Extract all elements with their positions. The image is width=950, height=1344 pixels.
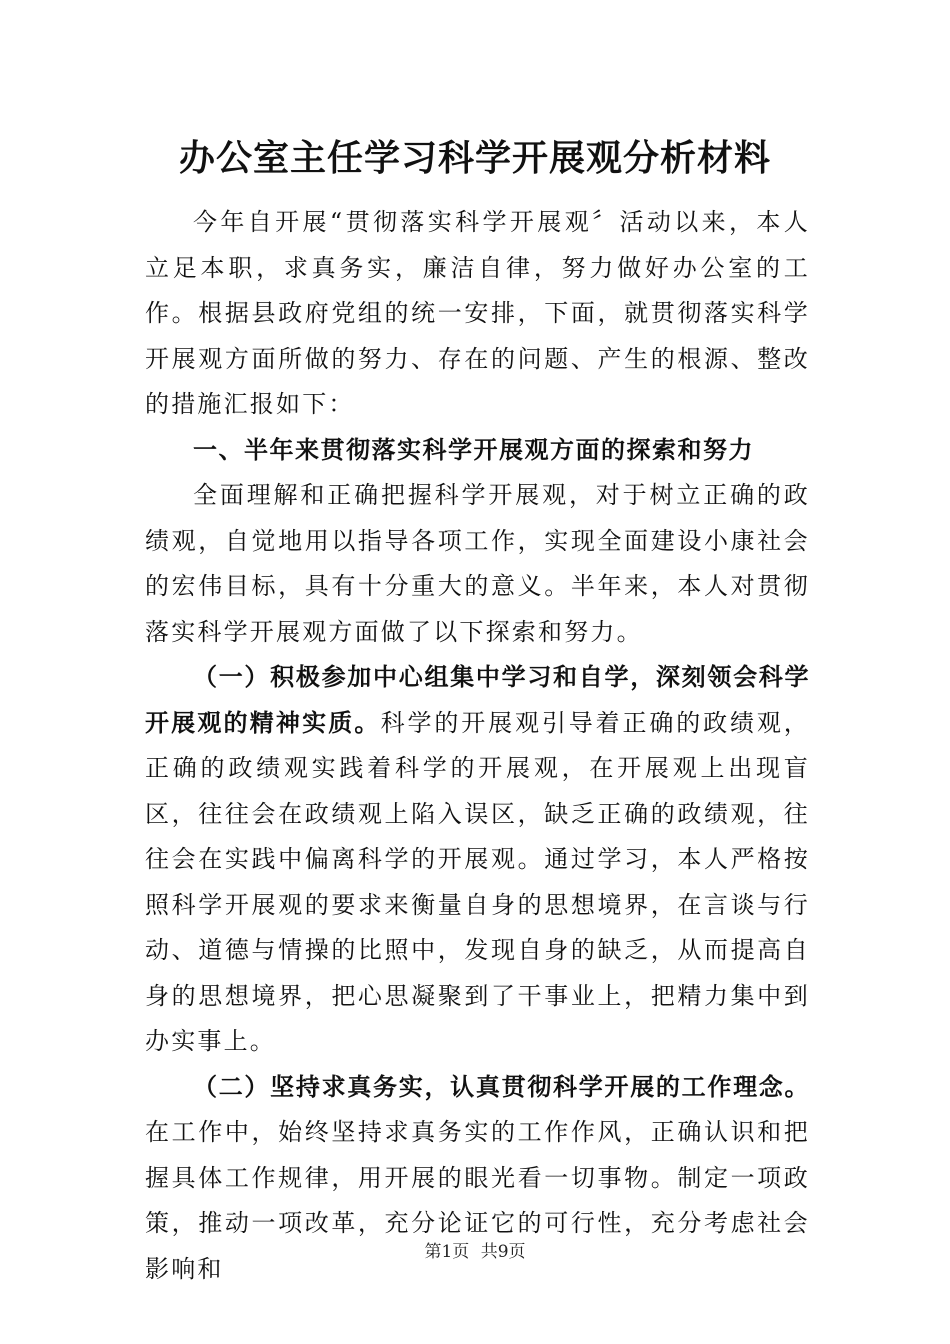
item-2-lead: （二）坚持求真务实，认真贯彻科学开展的工作理念。 bbox=[193, 1072, 810, 1101]
document-body bbox=[145, 200, 810, 1292]
document-title: 办公室主任学习科学开展观分析材料 bbox=[178, 137, 771, 179]
page-number: 第1页 bbox=[424, 1242, 470, 1262]
page-footer bbox=[0, 1240, 950, 1264]
item-1-paragraph bbox=[145, 655, 810, 1065]
item-1-text: 科学的开展观引导着正确的政绩观，正确的政绩观实践着科学的开展观，在开展观上出现盲区，往往会在政绩观上陷入误区，缺乏正确的政绩观，往往会在实践中偏离科学的开展观。通过学习，本人严格按照科学开展观的要求来衡量自身的思想境界，在言谈与行动、道德与情操的比照中，发现自身的缺乏，从而提高自身的思想境界，把心思凝聚到了干事业上，把精力集中到办实事上。 bbox=[145, 708, 811, 1055]
intro-paragraph: 今年自开展“贯彻落实科学开展观〞活动以来，本人立足本职，求真务实，廉洁自律，努力做好办公室的工作。根据县政府党组的统一安排，下面，就贯彻落实科学开展观方面所做的努力、存在的问题、产生的根源、整改的措施汇报如下： bbox=[145, 208, 810, 418]
item-2-text: 在工作中，始终坚持求真务实的工作作风，正确认识和把握具体工作规律，用开展的眼光看一切事物。制定一项政策，推动一项改革，充分论证它的可行性，充分考虑社会影响和 bbox=[145, 1118, 810, 1283]
section-1-heading: 一、半年来贯彻落实科学开展观方面的探索和努力 bbox=[193, 435, 754, 464]
item-1-lead: （一）积极参加中心组集中学习和自学，深刻领会科学开展观的精神实质。 bbox=[145, 663, 810, 737]
page-total: 共9页 bbox=[480, 1242, 526, 1262]
section-1-paragraph: 全面理解和正确把握科学开展观，对于树立正确的政绩观，自觉地用以指导各项工作，实现全面建设小康社会的宏伟目标，具有十分重大的意义。半年来，本人对贯彻落实科学开展观方面做了以下探索和努力。 bbox=[145, 481, 810, 646]
